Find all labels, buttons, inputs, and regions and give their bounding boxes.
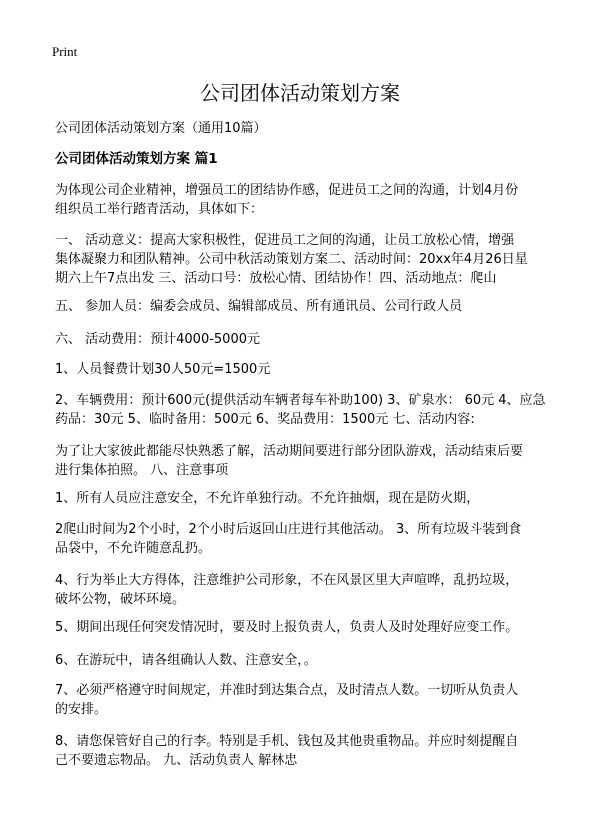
paragraph-line: 品袋中，不允许随意乱扔。 <box>55 541 212 556</box>
paragraph-line: 六、 活动费用：预计4000-5000元 <box>55 332 260 347</box>
paragraph-line: 组织员工举行踏青活动，具体如下： <box>55 202 264 217</box>
paragraph-line: 的安排。 <box>55 702 108 717</box>
paragraph-line: 一、 活动意义：提高大家积极性，促进员工之间的沟通，让员工放松心情，增强 <box>55 233 515 248</box>
document-subtitle: 公司团体活动策划方案（通用10篇） <box>55 121 267 136</box>
paragraph-line: 8、请您保管好自己的行李。特别是手机、钱包及其他贵重物品。并应时刻提醒自 <box>55 734 519 749</box>
paragraph-line: 为了让大家彼此都能尽快熟悉了解，活动期间要进行部分团队游戏，活动结束后要 <box>55 444 524 459</box>
paragraph-line: 期六上午7点出发 三、活动口号：放松心情、团结协作！四、活动地点：爬山 <box>55 271 497 286</box>
paragraph-line: 7、必须严格遵守时间规定，并准时到达集合点，及时清点人数。一切听从负责人 <box>55 683 519 698</box>
paragraph-line: 1、所有人员应注意安全，不允许单独行动。不允许抽烟，现在是防火期， <box>55 491 480 506</box>
paragraph-line: 进行集体拍照。 八、注意事项 <box>55 463 229 478</box>
paragraph-line: 五、 参加人员：编委会成员、编辑部成员、所有通讯员、公司行政人员 <box>55 299 463 314</box>
paragraph-line: 为体现公司企业精神，增强员工的团结协作感，促进员工之间的沟通，计划4月份 <box>55 183 519 198</box>
paragraph-line: 1、人员餐费计划30人50元=1500元 <box>55 362 271 377</box>
print-link[interactable]: Print <box>52 44 78 59</box>
paragraph-line: 己不要遗忘物品。 九、活动负责人 解林忠 <box>55 753 298 768</box>
paragraph-line: 药品：30元 5、临时备用：500元 6、奖品费用：1500元 七、活动内容: <box>55 412 475 427</box>
paragraph-line: 集体凝聚力和团队精神。公司中秋活动策划方案二、活动时间：20xx年4月26日星 <box>55 252 528 267</box>
paragraph-line: 4、行为举止大方得体，注意维护公司形象，不在风景区里大声喧哗，乱扔垃圾， <box>55 573 519 588</box>
paragraph-line: 2爬山时间为2个小时，2个小时后返回山庄进行其他活动。 3、所有垃圾斗装到食 <box>55 522 522 537</box>
paragraph-line: 5、期间出现任何突发情况时，要及时上报负责人，负责人及时处理好应变工作。 <box>55 620 519 635</box>
paragraph-line: 6、在游玩中，请各组确认人数、注意安全，。 <box>55 653 317 668</box>
paragraph-line: 2、车辆费用：预计600元(提供活动车辆者每车补助100) 3、矿泉水： 60元 4、应急 <box>55 393 546 408</box>
paragraph-line: 破坏公物，破坏环境。 <box>55 592 186 607</box>
page-title: 公司团体活动策划方案 <box>200 81 400 105</box>
section-heading: 公司团体活动策划方案 篇1 <box>55 151 218 167</box>
